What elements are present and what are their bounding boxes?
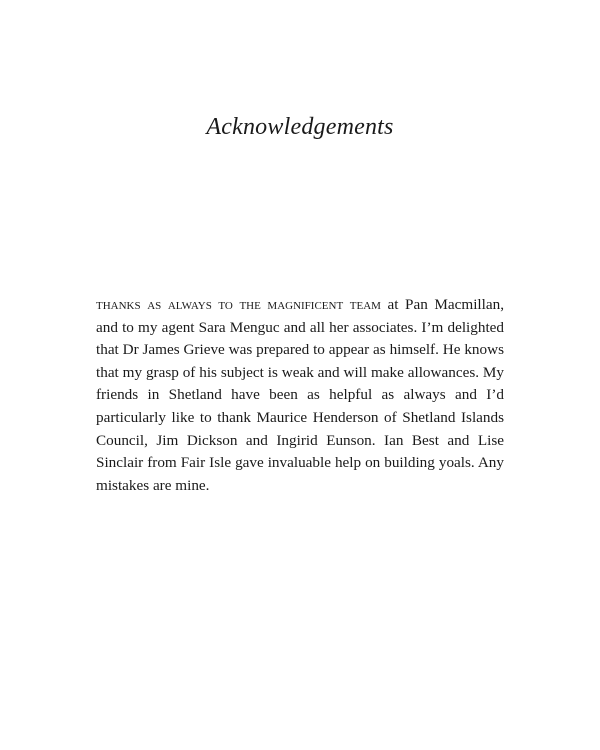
acknowledgements-paragraph [96, 294, 504, 497]
lead-in-small-caps: thanks as always to the magnificent team [96, 296, 381, 313]
paragraph-text: at Pan Macmillan, and to my agent Sara Menguc and all her associates. I’m delighted that Dr James Grieve was prepared to appear as himself. He knows that my grasp of his subject is weak and will make allowances. My friends in Shetland have been as helpful as always and I’d particularly like to thank Maurice Henderson of Shetland Islands Council, Jim Dickson and Ingirid Eunson. Ian Best and Lise Sinclair from Fair Isle gave invaluable help on building yoals. Any mistakes are mine. [96, 296, 504, 494]
page-title: Acknowledgements [206, 114, 394, 140]
